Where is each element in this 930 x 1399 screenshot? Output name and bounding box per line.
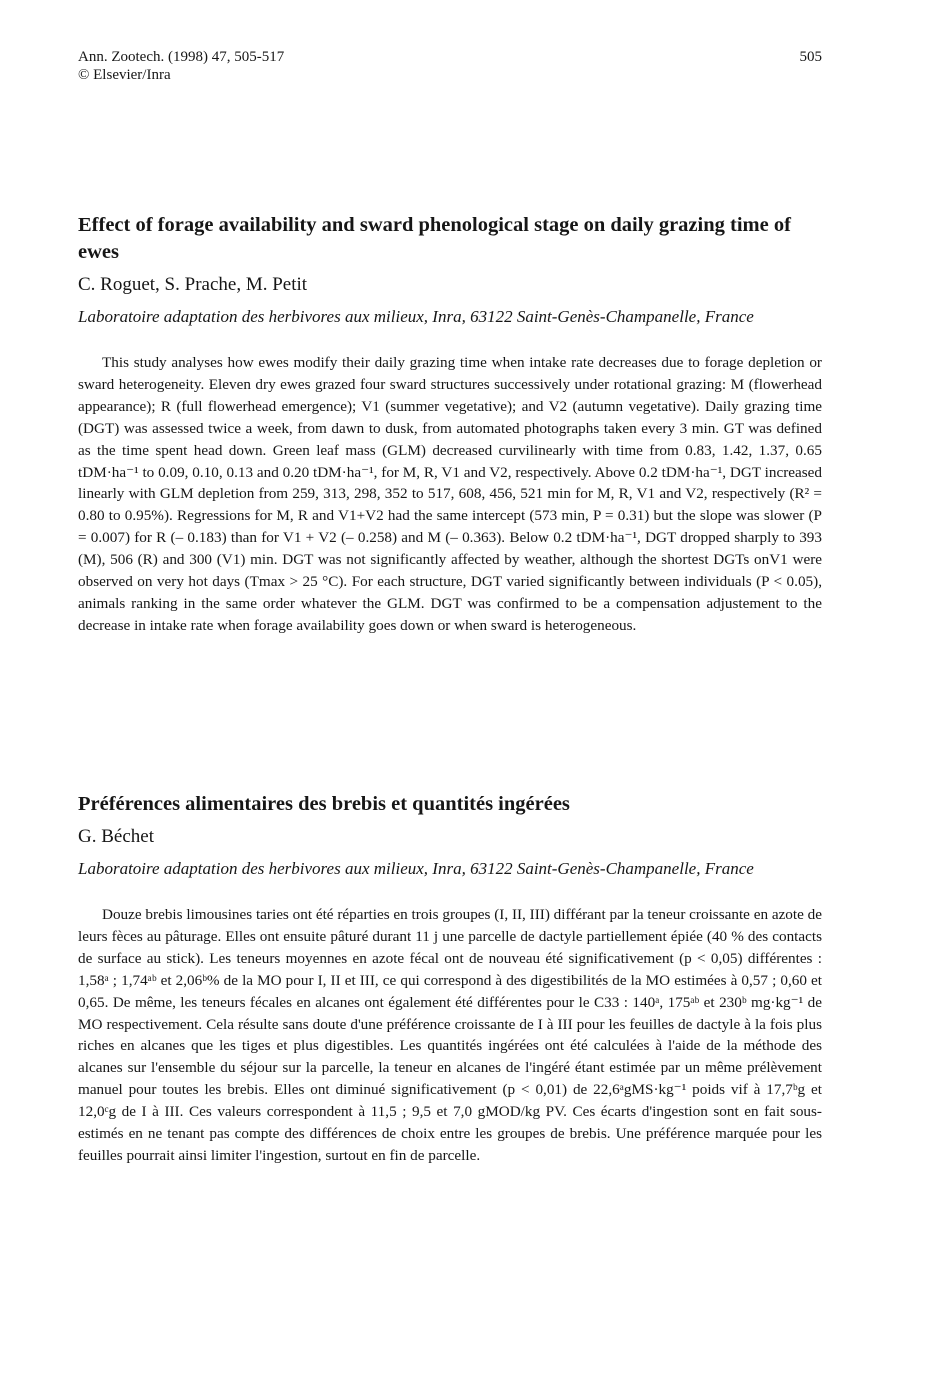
page-header — [78, 48, 822, 84]
article-title: Effect of forage availability and sward phenological stage on daily grazing time of ewes — [78, 214, 791, 263]
page-number: 505 — [799, 49, 822, 65]
article-2 — [78, 791, 822, 1167]
publisher-line: © Elsevier/Inra — [78, 67, 171, 83]
article-authors: C. Roguet, S. Prache, M. Petit — [78, 274, 308, 295]
article-authors: G. Béchet — [78, 826, 154, 847]
article-title: Préférences alimentaires des brebis et quantités ingérées — [78, 793, 570, 815]
journal-citation: Ann. Zootech. (1998) 47, 505-517 — [78, 49, 285, 65]
article-affiliation: Laboratoire adaptation des herbivores aux milieux, Inra, 63122 Saint-Genès-Champanelle, France — [78, 859, 754, 878]
article-abstract: Douze brebis limousines taries ont été réparties en trois groupes (I, II, III) différant par la teneur croissante en azote de leurs fèces au pâturage. Elles ont ensuite pâturé durant 11 j une parcelle de dactyle partiellement épiée (40 % des contacts de surface au stick). Les teneurs moyennes en azote fécal ont de nouveau été significativement (p < 0,05) différentes : 1,58ᵃ ; 1,74ᵃᵇ et 2,06ᵇ% de la MO pour I, II et III, ce qui correspond à des digestibilités de la MO estimées à 0,57 ; 0,60 et 0,65. De même, les teneurs fécales en alcanes ont également été différentes pour le C33 : 140ᵃ, 175ᵃᵇ et 230ᵇ mg·kg⁻¹ de MO respectivement. Cela résulte sans doute d'une préférence croissante de I à III pour les feuilles de dactyle à la fois plus riches en alcanes que les tiges et plus digestibles. Les quantités ingérées ont été calculées à l'aide de la méthode des alcanes sur l'ensemble du séjour sur la parcelle, la teneur en alcanes de l'ingéré étant estimée par un même prélèvement manuel pour toutes les brebis. Elles ont diminué significativement (p < 0,01) de 22,6ᵃgMS·kg⁻¹ poids vif à 17,7ᵇg et 12,0ᶜg de I à III. Ces valeurs correspondent à 11,5 ; 9,5 et 7,0 gMOD/kg PV. Ces écarts d'ingestion sont en fait sous-estimés en ne tenant pas compte des différences de choix entre les groupes de brebis. Une préférence marquée pour les feuilles pourrait ainsi limiter l'ingestion, surtout en fin de parcelle. — [78, 906, 822, 1164]
article-affiliation: Laboratoire adaptation des herbivores aux milieux, Inra, 63122 Saint-Genès-Champanelle, France — [78, 307, 754, 326]
article-abstract: This study analyses how ewes modify their daily grazing time when intake rate decreases due to forage depletion or sward heterogeneity. Eleven dry ewes grazed four sward structures successively under rotational grazing: M (flowerhead appearance); R (full flowerhead emergence); V1 (summer vegetative); and V2 (autumn vegetative). Daily grazing time (DGT) was assessed twice a week, from dawn to dusk, from automated photographs taken every 3 min. GT was defined as the time spent head down. Green leaf mass (GLM) decreased curvilinearly with time from 0.83, 1.42, 1.37, 0.65 tDM·ha⁻¹ to 0.09, 0.10, 0.13 and 0.20 tDM·ha⁻¹, for M, R, V1 and V2, respectively. Above 0.2 tDM·ha⁻¹, DGT increased linearly with GLM depletion from 259, 313, 298, 352 to 517, 608, 456, 521 min for M, R, V1 and V2, respectively (R² = 0.80 to 0.95%). Regressions for M, R and V1+V2 had the same intercept (573 min, P = 0.31) but the slope was slower (P = 0.007) for R (– 0.183) than for V1 + V2 (– 0.258) and M (– 0.363). Below 0.2 tDM·ha⁻¹, DGT dropped sharply to 393 (M), 506 (R) and 300 (V1) min. DGT was not significantly affected by weather, although the shortest DGTs onV1 were observed on very hot days (Tmax > 25 °C). For each structure, DGT varied significantly between individuals (P < 0.05), animals ranking in the same order whatever the GLM. DGT was confirmed to be a compensation adjustement to the decrease in intake rate when forage availability goes down or when sward is heterogeneous. — [78, 354, 822, 634]
article-1 — [78, 212, 822, 637]
